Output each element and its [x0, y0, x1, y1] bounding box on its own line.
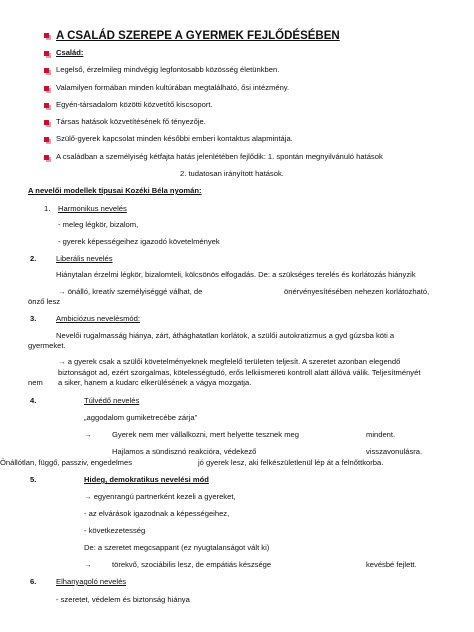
- model-4-line-2-end: mindent.: [366, 430, 396, 439]
- family-bullet-1: Legelső, érzelmileg mindvégig legfontosabb közösség életünkben.: [56, 65, 280, 74]
- bullet-icon: [44, 137, 49, 142]
- family-heading-bullet-icon: [44, 51, 49, 56]
- model-4-name: Túlvédő nevelés: [84, 396, 140, 405]
- model-2-line-2b: önérvényesítésében nehezen korlátozható,: [284, 287, 430, 296]
- model-2-name: Liberális nevelés: [56, 254, 113, 263]
- bullet-icon: [44, 68, 49, 73]
- model-3-line-2: gyermeket.: [28, 341, 66, 350]
- model-4-line-4b: jó gyerek lesz, aki felkészületlenül lép át a felnőttkorba.: [198, 458, 384, 467]
- family-bullet-2: Valamilyen formában minden kultúrában megtalálható, ősi intézmény.: [56, 83, 290, 92]
- bullet-icon: [44, 103, 49, 108]
- model-5-line-4: De: a szeretet megcsappant (ez nyugtalanságot vált ki): [84, 543, 270, 552]
- family-bullet-6: A családban a személyiség kétfajta hatás jelenlétében fejlődik: 1. spontán megnyilvánuló hatások: [56, 152, 383, 161]
- models-heading: A nevelői modellek típusai Kozéki Béla nyomán:: [28, 186, 202, 195]
- model-6-number: 6.: [30, 577, 37, 586]
- model-3-name: Ambiciózus nevelésmód:: [56, 314, 140, 323]
- family-heading: Család:: [56, 48, 84, 57]
- model-4-line-3-end: visszavonulásra.: [366, 447, 423, 456]
- family-bullet-4: Társas hatások közvetítésének fő tényezője.: [56, 117, 206, 126]
- model-5-name: Hideg, demokratikus nevelési mód: [84, 475, 209, 484]
- model-5-arrow: →: [84, 560, 92, 569]
- family-bullet-5: Szülő-gyerek kapcsolat minden későbbi emberi kontaktus alapmintája.: [56, 134, 293, 143]
- model-3-line-5a: nem: [28, 378, 43, 387]
- model-1-line-1: - meleg légkör, bizalom,: [58, 220, 139, 229]
- title-bullet-icon: [44, 33, 49, 38]
- family-bullet-6-continuation: 2. tudatosan irányított hatások.: [180, 169, 284, 178]
- model-4-line-1: „aggodalom gumiketrecébe zárja”: [84, 413, 198, 422]
- model-3-line-3: → a gyerek csak a szülői követelményeknek megfelelő területen teljesít. A szeretet azonban elegendő: [58, 357, 401, 366]
- model-3-line-5b: a siker, hanem a kudarc elkerülésének a vágya mozgatja.: [58, 378, 252, 387]
- bullet-icon: [44, 86, 49, 91]
- model-2-line-1: Hiánytalan érzelmi légkör, bizalomteli, kölcsönös elfogadás. De: a szükséges terelés és korlátozás hiányzik: [56, 270, 416, 279]
- model-2-line-2a: → önálló, kreatív személyiséggé válhat, de: [58, 287, 203, 296]
- model-1-number: 1.: [44, 204, 51, 213]
- model-1-name: Harmonikus nevelés: [58, 204, 127, 213]
- model-4-arrow: →: [84, 430, 92, 439]
- model-3-line-4: biztonságot ad, ezért szorgalmas, kötelességtudó, erős lelkiismereti kontroll alatt állóvá válik. Teljesítményét: [58, 368, 421, 377]
- model-1-line-2: - gyerek képességeihez igazodó követelmények: [58, 237, 220, 246]
- page-title: A CSALÁD SZEREPE A GYERMEK FEJLŐDÉSÉBEN: [56, 30, 340, 42]
- model-5-line-1: → egyenrangú partnerként kezeli a gyereket,: [84, 492, 236, 501]
- bullet-icon: [44, 155, 49, 160]
- model-5-line-5-end: kevésbé fejlett.: [366, 560, 417, 569]
- family-bullet-3: Egyén-társadalom közötti közvetítő kiscsoport.: [56, 100, 213, 109]
- model-4-line-4a: Önállótlan, függő, passziv, engedelmes: [0, 458, 132, 467]
- model-5-number: 5.: [30, 475, 37, 484]
- model-4-line-3: Hajlamos a sündisznó reakcióra, védekező: [112, 447, 257, 456]
- model-4-line-2: Gyerek nem mer vállalkozni, mert helyette tesznek meg: [112, 430, 299, 439]
- model-4-number: 4.: [30, 396, 37, 405]
- model-3-line-1: Nevelői rugalmasság hiánya, zárt, áthághatatlan korlátok, a szülői autokratizmus a gyd gúzsba köti a: [56, 331, 395, 340]
- model-2-line-3: önző lesz: [28, 297, 61, 306]
- model-3-number: 3.: [30, 314, 37, 323]
- model-5-line-5: törekvő, szociábilis lesz, de empátiás készsége: [112, 560, 272, 569]
- model-6-name: Elhanyagoló nevelés: [56, 577, 127, 586]
- model-5-line-2: - az elvárások igazodnak a képességeihez,: [84, 509, 230, 518]
- model-2-number: 2.: [30, 254, 37, 263]
- model-5-line-3: - következetesség: [84, 526, 146, 535]
- model-6-line-1: - szeretet, védelem és biztonság hiánya: [56, 595, 190, 604]
- bullet-icon: [44, 120, 49, 125]
